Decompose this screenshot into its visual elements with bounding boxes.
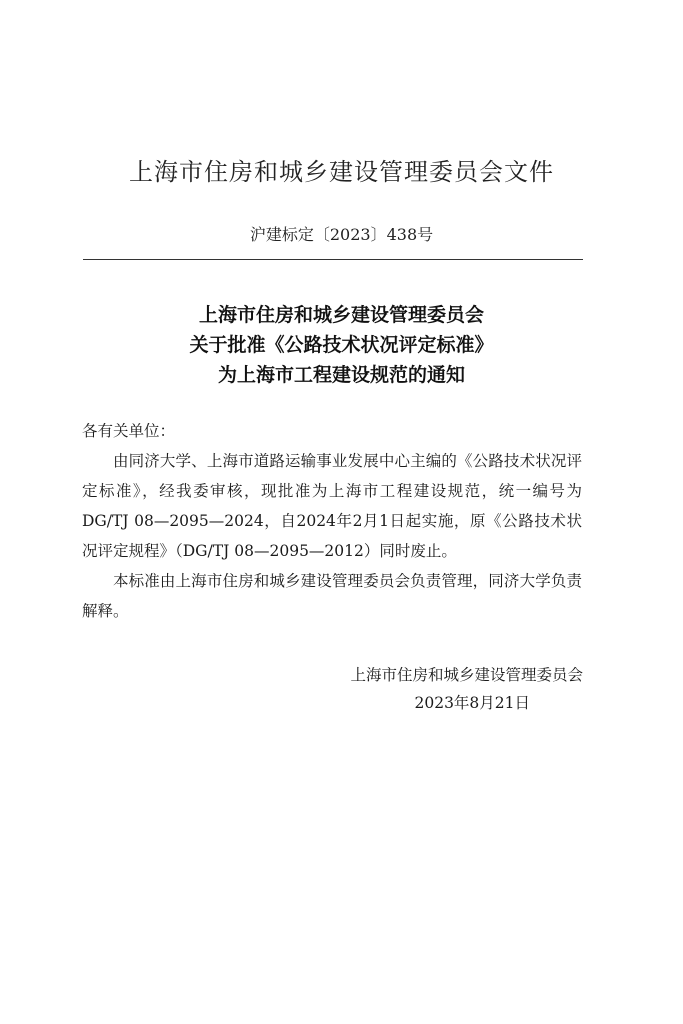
header-divider [83, 259, 583, 260]
notice-title-line: 关于批准《公路技术状况评定标准》 [189, 334, 494, 356]
salutation: 各有关单位： [82, 422, 176, 440]
document-number: 沪建标定〔2023〕438号 [249, 225, 434, 244]
notice-title [0, 300, 683, 390]
document-header-title: 上海市住房和城乡建设管理委员会文件 [129, 158, 554, 186]
body-paragraph: 由同济大学、上海市道路运输事业发展中心主编的《公路技术状况评定标准》，经我委审核，现批准为上海市工程建设规范，统一编号为DG/TJ 08—2095—2024，自2024年2月1日起实施，原《公路技术状况评定规程》（DG/TJ 08—2095—2012）同时废止。 [82, 452, 582, 560]
notice-body [82, 416, 582, 626]
notice-title-line: 为上海市工程建设规范的通知 [217, 364, 465, 386]
signature-date: 2023年8月21日 [414, 694, 531, 712]
notice-title-line: 上海市住房和城乡建设管理委员会 [198, 304, 484, 326]
signature-block [350, 661, 583, 717]
signature-organization: 上海市住房和城乡建设管理委员会 [350, 666, 583, 684]
body-paragraph: 本标准由上海市住房和城乡建设管理委员会负责管理，同济大学负责解释。 [82, 572, 582, 620]
